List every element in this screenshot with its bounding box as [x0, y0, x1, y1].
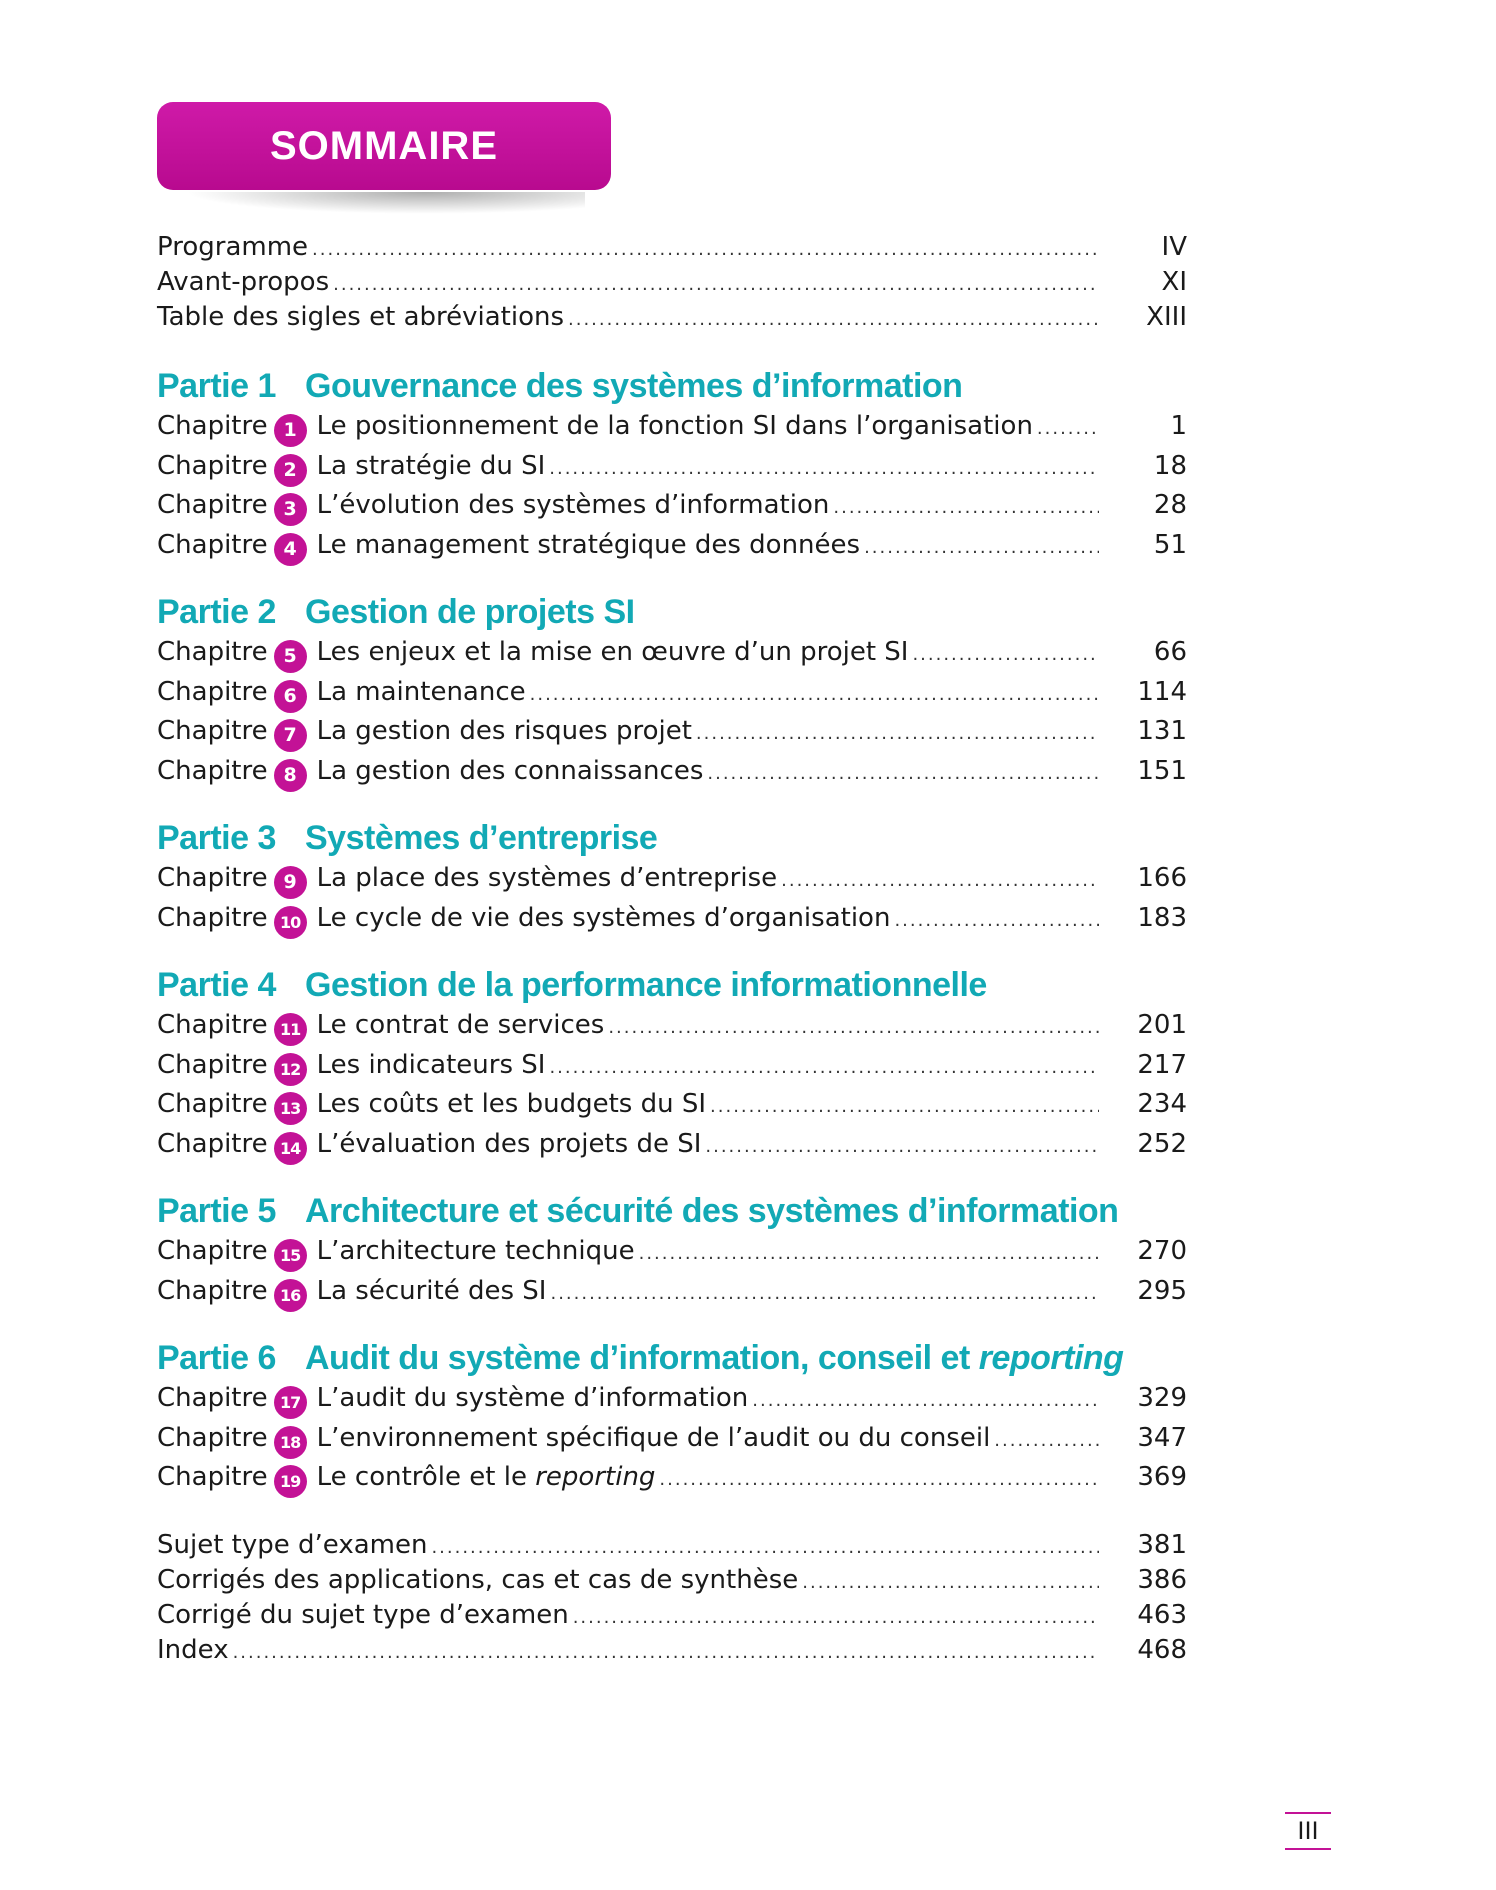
part-label: Partie 3 — [157, 819, 276, 857]
chapter-word: Chapitre — [157, 450, 268, 481]
chapter-title: L’environnement spécifique de l’audit ou du conseil — [316, 1422, 991, 1453]
part-label: Partie 6 — [157, 1339, 276, 1377]
chapter-word: Chapitre — [157, 863, 268, 893]
chapter-word: Chapitre — [157, 1089, 268, 1119]
chapter-title: La maintenance — [316, 676, 526, 707]
chapter-word: Chapitre — [157, 1236, 268, 1266]
page-number: XIII — [1146, 302, 1187, 332]
chapter-number-badge: 13 — [274, 1092, 307, 1125]
chapter-number-badge: 15 — [274, 1239, 307, 1272]
section-gap — [157, 565, 1187, 591]
dot-leader — [333, 265, 1099, 300]
section-gap — [157, 1311, 1187, 1337]
part-heading[interactable] — [157, 365, 1187, 407]
dot-leader — [659, 1458, 1099, 1493]
chapter-word: Chapitre — [157, 1462, 268, 1492]
dot-leader — [833, 486, 1099, 521]
dot-leader — [573, 1598, 1099, 1633]
chapter-entry[interactable] — [157, 673, 1187, 713]
chapter-title: Le positionnement de la fonction SI dans l’organisation — [316, 411, 1033, 441]
page-number: 369 — [1137, 1462, 1187, 1492]
chapter-title: Le cycle de vie des systèmes d’organisation — [316, 902, 891, 933]
chapter-title: Les coûts et les budgets du SI — [316, 1089, 707, 1119]
chapter-word: Chapitre — [157, 676, 268, 707]
dot-leader — [549, 1046, 1099, 1081]
chapter-number-badge: 4 — [274, 533, 307, 566]
chapter-title: L’audit du système d’information — [316, 1383, 749, 1413]
page-number: 114 — [1137, 676, 1187, 707]
page-number: 131 — [1137, 716, 1187, 746]
page-number: 295 — [1137, 1275, 1187, 1306]
part-title: Audit du système d’information, conseil et reporting — [305, 1339, 1124, 1377]
page-number: 28 — [1153, 490, 1187, 520]
page-number: 252 — [1137, 1128, 1187, 1159]
chapter-number-badge: 3 — [274, 493, 307, 526]
dot-leader — [705, 1125, 1099, 1160]
chapter-word: Chapitre — [157, 529, 268, 560]
back-matter-entry[interactable] — [157, 1563, 1187, 1598]
chapter-title: Le contrôle et le reporting — [316, 1462, 656, 1492]
chapter-entry[interactable] — [157, 1046, 1187, 1086]
chapter-number-badge: 17 — [274, 1386, 307, 1419]
chapter-word: Chapitre — [157, 1275, 268, 1306]
chapter-word: Chapitre — [157, 755, 268, 786]
page-number: 201 — [1137, 1010, 1187, 1040]
part-title: Systèmes d’entreprise — [305, 819, 658, 857]
page-number: 270 — [1137, 1236, 1187, 1266]
chapter-title: La gestion des connaissances — [316, 755, 704, 786]
sommaire-banner — [157, 102, 611, 190]
page-number: IV — [1161, 232, 1187, 262]
banner-shadow — [185, 192, 585, 214]
section-gap — [157, 938, 1187, 964]
chapter-entry[interactable] — [157, 447, 1187, 487]
dot-leader — [639, 1232, 1099, 1267]
page-number: 166 — [1137, 863, 1187, 893]
chapter-word: Chapitre — [157, 1128, 268, 1159]
chapter-entry[interactable] — [157, 1379, 1187, 1419]
front-matter-entry[interactable] — [157, 300, 1187, 335]
back-matter-entry[interactable] — [157, 1598, 1187, 1633]
entry-label: Corrigé du sujet type d’examen — [157, 1599, 569, 1630]
part-heading[interactable] — [157, 591, 1187, 633]
chapter-entry[interactable] — [157, 407, 1187, 447]
chapter-number-badge: 6 — [274, 680, 307, 713]
dot-leader — [752, 1379, 1099, 1414]
page-number: 463 — [1137, 1599, 1187, 1630]
page-folio: III — [1285, 1812, 1331, 1850]
dot-leader — [568, 300, 1099, 335]
page-number: 468 — [1137, 1634, 1187, 1665]
chapter-number-badge: 11 — [274, 1013, 307, 1046]
chapter-title: Les enjeux et la mise en œuvre d’un projet SI — [316, 637, 909, 667]
page-number: 18 — [1153, 450, 1187, 481]
chapter-number-badge: 2 — [274, 454, 307, 487]
dot-leader — [707, 752, 1099, 787]
part-label: Partie 2 — [157, 593, 276, 631]
chapter-word: Chapitre — [157, 902, 268, 933]
page-number: 381 — [1137, 1529, 1187, 1560]
chapter-entry[interactable] — [157, 859, 1187, 899]
chapter-entry[interactable] — [157, 899, 1187, 939]
dot-leader — [802, 1563, 1099, 1598]
chapter-word: Chapitre — [157, 716, 268, 746]
chapter-number-badge: 9 — [274, 866, 307, 899]
chapter-title: Le management stratégique des données — [316, 529, 861, 560]
chapter-number-badge: 10 — [274, 906, 307, 939]
chapter-entry[interactable] — [157, 526, 1187, 566]
chapter-entry[interactable] — [157, 1125, 1187, 1165]
dot-leader — [696, 712, 1099, 747]
chapter-entry[interactable] — [157, 1006, 1187, 1046]
front-matter-entry[interactable] — [157, 265, 1187, 300]
dot-leader — [431, 1528, 1099, 1563]
chapter-entry[interactable] — [157, 633, 1187, 673]
entry-label: Table des sigles et abréviations — [157, 302, 565, 332]
chapter-number-badge: 5 — [274, 640, 307, 673]
section-gap — [157, 1164, 1187, 1190]
chapter-title: La place des systèmes d’entreprise — [316, 863, 778, 893]
dot-leader — [864, 526, 1099, 561]
chapter-entry[interactable] — [157, 486, 1187, 526]
chapter-title: La stratégie du SI — [316, 450, 546, 481]
part-title: Gestion de projets SI — [305, 593, 635, 631]
dot-leader — [994, 1419, 1099, 1454]
chapter-title: La gestion des risques projet — [316, 716, 692, 746]
entry-label: Avant-propos — [157, 267, 330, 297]
chapter-entry[interactable] — [157, 1272, 1187, 1312]
chapter-title: Les indicateurs SI — [316, 1049, 546, 1080]
page-number: XI — [1161, 267, 1187, 297]
dot-leader — [912, 633, 1099, 668]
chapter-number-badge: 12 — [274, 1053, 307, 1086]
chapter-word: Chapitre — [157, 490, 268, 520]
page-number: 329 — [1137, 1383, 1187, 1413]
section-gap — [157, 791, 1187, 817]
part-label: Partie 5 — [157, 1192, 276, 1230]
section-gap — [157, 335, 1187, 365]
chapter-entry[interactable] — [157, 752, 1187, 792]
part-title: Gouvernance des systèmes d’information — [305, 367, 963, 405]
page-title: SOMMAIRE — [270, 123, 498, 168]
dot-leader — [781, 859, 1099, 894]
part-heading[interactable] — [157, 1190, 1187, 1232]
page-number: 51 — [1153, 529, 1187, 560]
chapter-title: L’évaluation des projets de SI — [316, 1128, 702, 1159]
section-gap — [157, 1498, 1187, 1528]
chapter-number-badge: 7 — [274, 719, 307, 752]
chapter-title: L’évolution des systèmes d’information — [316, 490, 830, 520]
italic-word: reporting — [535, 1462, 656, 1492]
chapter-entry[interactable] — [157, 1085, 1187, 1125]
back-matter-entry[interactable] — [157, 1528, 1187, 1563]
chapter-word: Chapitre — [157, 1049, 268, 1080]
chapter-title: L’architecture technique — [316, 1236, 635, 1266]
entry-label: Sujet type d’examen — [157, 1529, 428, 1560]
part-title: Gestion de la performance informationnelle — [305, 966, 987, 1004]
part-heading[interactable] — [157, 817, 1187, 859]
entry-label: Programme — [157, 232, 309, 262]
page-number: 217 — [1137, 1049, 1187, 1080]
chapter-number-badge: 1 — [274, 414, 307, 447]
chapter-word: Chapitre — [157, 1010, 268, 1040]
chapter-word: Chapitre — [157, 411, 268, 441]
dot-leader — [530, 673, 1099, 708]
italic-word: reporting — [978, 1339, 1124, 1377]
part-label: Partie 4 — [157, 966, 276, 1004]
dot-leader — [550, 1272, 1099, 1307]
chapter-number-badge: 14 — [274, 1132, 307, 1165]
part-heading[interactable] — [157, 1337, 1187, 1379]
page-number: 1 — [1170, 411, 1187, 441]
front-matter-entry[interactable] — [157, 230, 1187, 265]
part-title: Architecture et sécurité des systèmes d’information — [305, 1192, 1119, 1230]
chapter-entry[interactable] — [157, 712, 1187, 752]
part-heading[interactable] — [157, 964, 1187, 1006]
table-of-contents — [157, 230, 1187, 1668]
chapter-entry[interactable] — [157, 1419, 1187, 1459]
chapter-title: Le contrat de services — [316, 1010, 605, 1040]
chapter-word: Chapitre — [157, 1422, 268, 1453]
dot-leader — [608, 1006, 1099, 1041]
entry-label: Corrigés des applications, cas et cas de synthèse — [157, 1564, 799, 1595]
back-matter-entry[interactable] — [157, 1633, 1187, 1668]
page-number: 151 — [1137, 755, 1187, 786]
chapter-entry[interactable] — [157, 1458, 1187, 1498]
chapter-word: Chapitre — [157, 637, 268, 667]
dot-leader — [710, 1085, 1099, 1120]
part-label: Partie 1 — [157, 367, 276, 405]
chapter-number-badge: 8 — [274, 759, 307, 792]
page-number: 386 — [1137, 1564, 1187, 1595]
chapter-word: Chapitre — [157, 1383, 268, 1413]
page-number: 183 — [1137, 902, 1187, 933]
page-number: 234 — [1137, 1089, 1187, 1119]
dot-leader — [233, 1633, 1099, 1668]
chapter-entry[interactable] — [157, 1232, 1187, 1272]
dot-leader — [894, 899, 1099, 934]
chapter-title: La sécurité des SI — [316, 1275, 547, 1306]
page-number: 347 — [1137, 1422, 1187, 1453]
dot-leader — [1037, 407, 1099, 442]
page-number: 66 — [1153, 637, 1187, 667]
chapter-number-badge: 18 — [274, 1426, 307, 1459]
dot-leader — [549, 447, 1099, 482]
chapter-number-badge: 19 — [274, 1465, 307, 1498]
chapter-number-badge: 16 — [274, 1279, 307, 1312]
entry-label: Index — [157, 1634, 229, 1665]
dot-leader — [312, 230, 1099, 265]
